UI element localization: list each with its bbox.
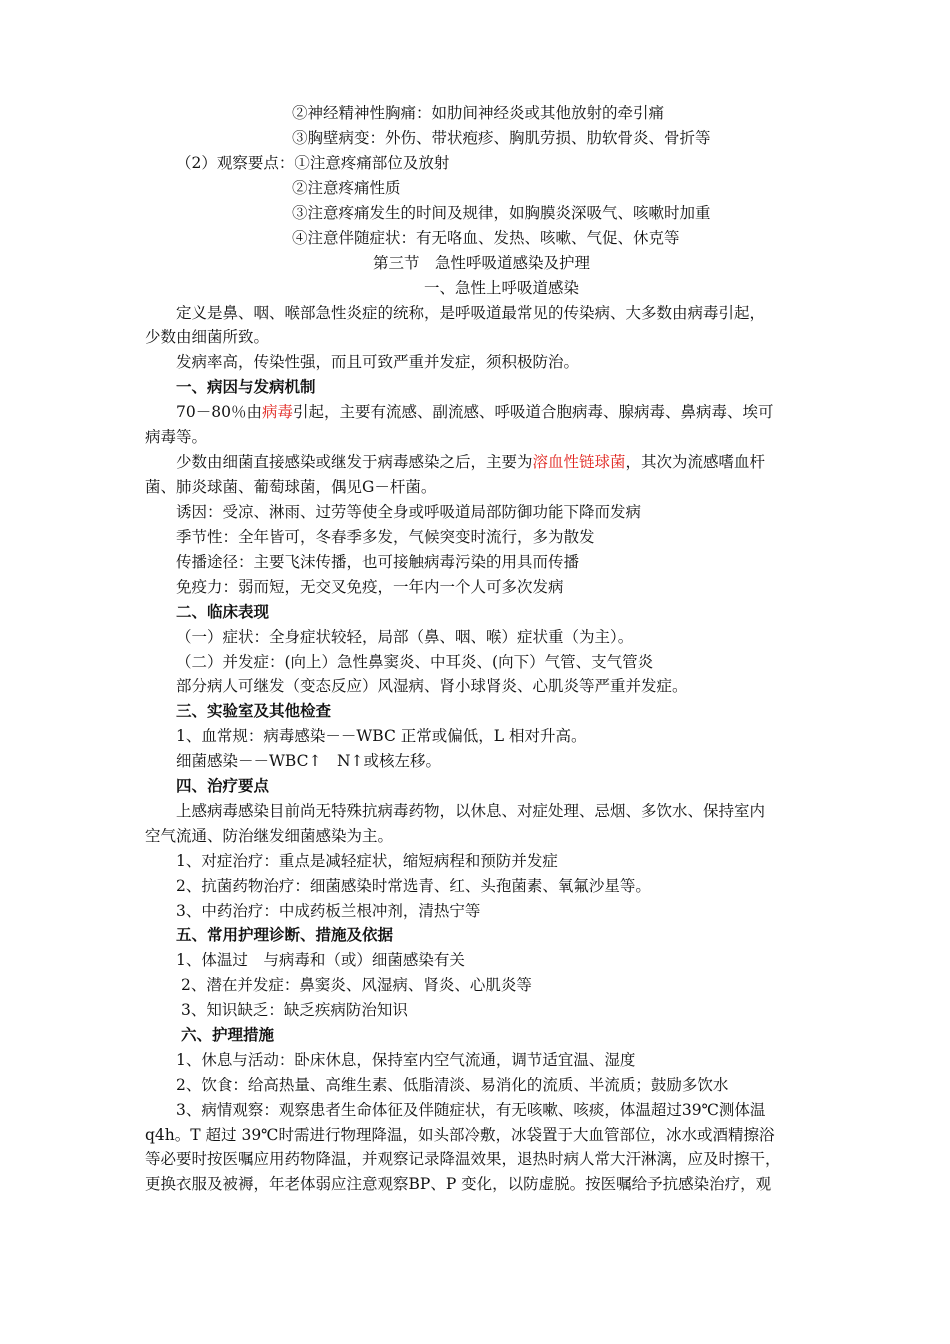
text-line: ③注意疼痛发生的时间及规律，如胸膜炎深吸气、咳嗽时加重 xyxy=(292,204,711,222)
text-line: ③胸壁病变：外伤、带状疱疹、胸肌劳损、肋软骨炎、骨折等 xyxy=(292,129,711,147)
text-line: 空气流通、防治继发细菌感染为主。 xyxy=(145,827,394,845)
text-line: 3、病情观察：观察患者生命体征及伴随症状，有无咳嗽、咳痰，体温超过39℃测体温 xyxy=(176,1101,766,1119)
highlight-text: 溶血性链球菌 xyxy=(532,453,626,471)
text-line: 发病率高，传染性强，而且可致严重并发症，须积极防治。 xyxy=(176,353,580,371)
text-line: 病毒等。 xyxy=(145,428,208,446)
text-line: 3、知识缺乏：缺乏疾病防治知识 xyxy=(181,1001,408,1019)
text-line: 2、抗菌药物治疗：细菌感染时常选青、红、头孢菌素、氧氟沙星等。 xyxy=(176,877,651,895)
text-line: ②注意疼痛性质 xyxy=(292,179,401,197)
text-run: 70－80％由 xyxy=(176,403,262,421)
text-line: 1、血常规：病毒感染－－WBC 正常或偏低，L 相对升高。 xyxy=(176,727,587,745)
text-line: （二）并发症：(向上）急性鼻窦炎、中耳炎、(向下）气管、支气管炎 xyxy=(176,653,654,671)
section-title: 第三节 急性呼吸道感染及护理 xyxy=(373,254,591,272)
text-line xyxy=(176,450,765,474)
text-line: 少数由细菌所致。 xyxy=(145,328,270,346)
text-line: 上感病毒感染目前尚无特殊抗病毒药物，以休息、对症处理、忌烟、多饮水、保持室内 xyxy=(176,802,766,820)
text-line: 1、体温过 与病毒和（或）细菌感染有关 xyxy=(176,951,465,969)
text-line: 等必要时按医嘱应用药物降温，并观察记录降温效果，退热时病人常大汗淋漓，应及时擦干， xyxy=(145,1150,781,1168)
heading: 六、护理措施 xyxy=(181,1026,275,1044)
heading: 四、治疗要点 xyxy=(176,777,270,795)
text-line: 季节性：全年皆可，冬春季多发，气候突变时流行，多为散发 xyxy=(176,528,595,546)
text-line: 2、潜在并发症：鼻窦炎、风湿病、肾炎、心肌炎等 xyxy=(181,976,532,994)
text-line: 细菌感染－－WBC↑ N↑或核左移。 xyxy=(176,752,442,770)
text-line: （一）症状：全身症状较轻，局部（鼻、咽、喉）症状重（为主）。 xyxy=(176,628,634,646)
text-run: 少数由细菌直接感染或继发于病毒感染之后，主要为 xyxy=(176,453,533,471)
heading: 一、病因与发病机制 xyxy=(176,378,316,396)
text-line: 部分病人可继发（变态反应）风湿病、肾小球肾炎、心肌炎等严重并发症。 xyxy=(176,677,688,695)
text-run: 引起，主要有流感、副流感、呼吸道合胞病毒、腺病毒、鼻病毒、埃可 xyxy=(292,403,774,421)
text-line: 1、休息与活动：卧床休息，保持室内空气流通，调节适宜温、湿度 xyxy=(176,1051,636,1069)
heading: 二、临床表现 xyxy=(176,603,270,621)
text-line: ②神经精神性胸痛：如肋间神经炎或其他放射的牵引痛 xyxy=(292,104,665,122)
text-line: q4h。T 超过 39℃时需进行物理降温，如头部冷敷，冰袋置于大血管部位，冰水或酒精擦浴 xyxy=(145,1126,775,1144)
text-line: （2）观察要点：①注意疼痛部位及放射 xyxy=(176,154,450,172)
text-line: 定义是鼻、咽、喉部急性炎症的统称，是呼吸道最常见的传染病、大多数由病毒引起， xyxy=(176,304,766,322)
text-line: 传播途径：主要飞沫传播，也可接触病毒污染的用具而传播 xyxy=(176,553,580,571)
heading: 三、实验室及其他检查 xyxy=(176,702,332,720)
text-line: ④注意伴随症状：有无咯血、发热、咳嗽、气促、休克等 xyxy=(292,229,680,247)
subsection-title: 一、急性上呼吸道感染 xyxy=(424,279,580,297)
text-line: 菌、肺炎球菌、葡萄球菌，偶见G－杆菌。 xyxy=(145,478,437,496)
highlight-text: 病毒 xyxy=(261,403,293,421)
text-line: 诱因：受凉、淋雨、过劳等使全身或呼吸道局部防御功能下降而发病 xyxy=(176,503,642,521)
text-line: 2、饮食：给高热量、高维生素、低脂清淡、易消化的流质、半流质；鼓励多饮水 xyxy=(176,1076,729,1094)
heading: 五、常用护理诊断、措施及依据 xyxy=(176,926,394,944)
text-run: ，其次为流感嗜血杆 xyxy=(625,453,766,471)
text-line: 1、对症治疗：重点是减轻症状，缩短病程和预防并发症 xyxy=(176,852,558,870)
text-line: 3、中药治疗：中成药板兰根冲剂，清热宁等 xyxy=(176,902,481,920)
text-line xyxy=(176,400,773,424)
text-line: 更换衣服及被褥，年老体弱应注意观察BP、P 变化，以防虚脱。按医嘱给予抗感染治疗，观 xyxy=(145,1175,772,1193)
text-line: 免疫力：弱而短，无交叉免疫，一年内一个人可多次发病 xyxy=(176,578,564,596)
